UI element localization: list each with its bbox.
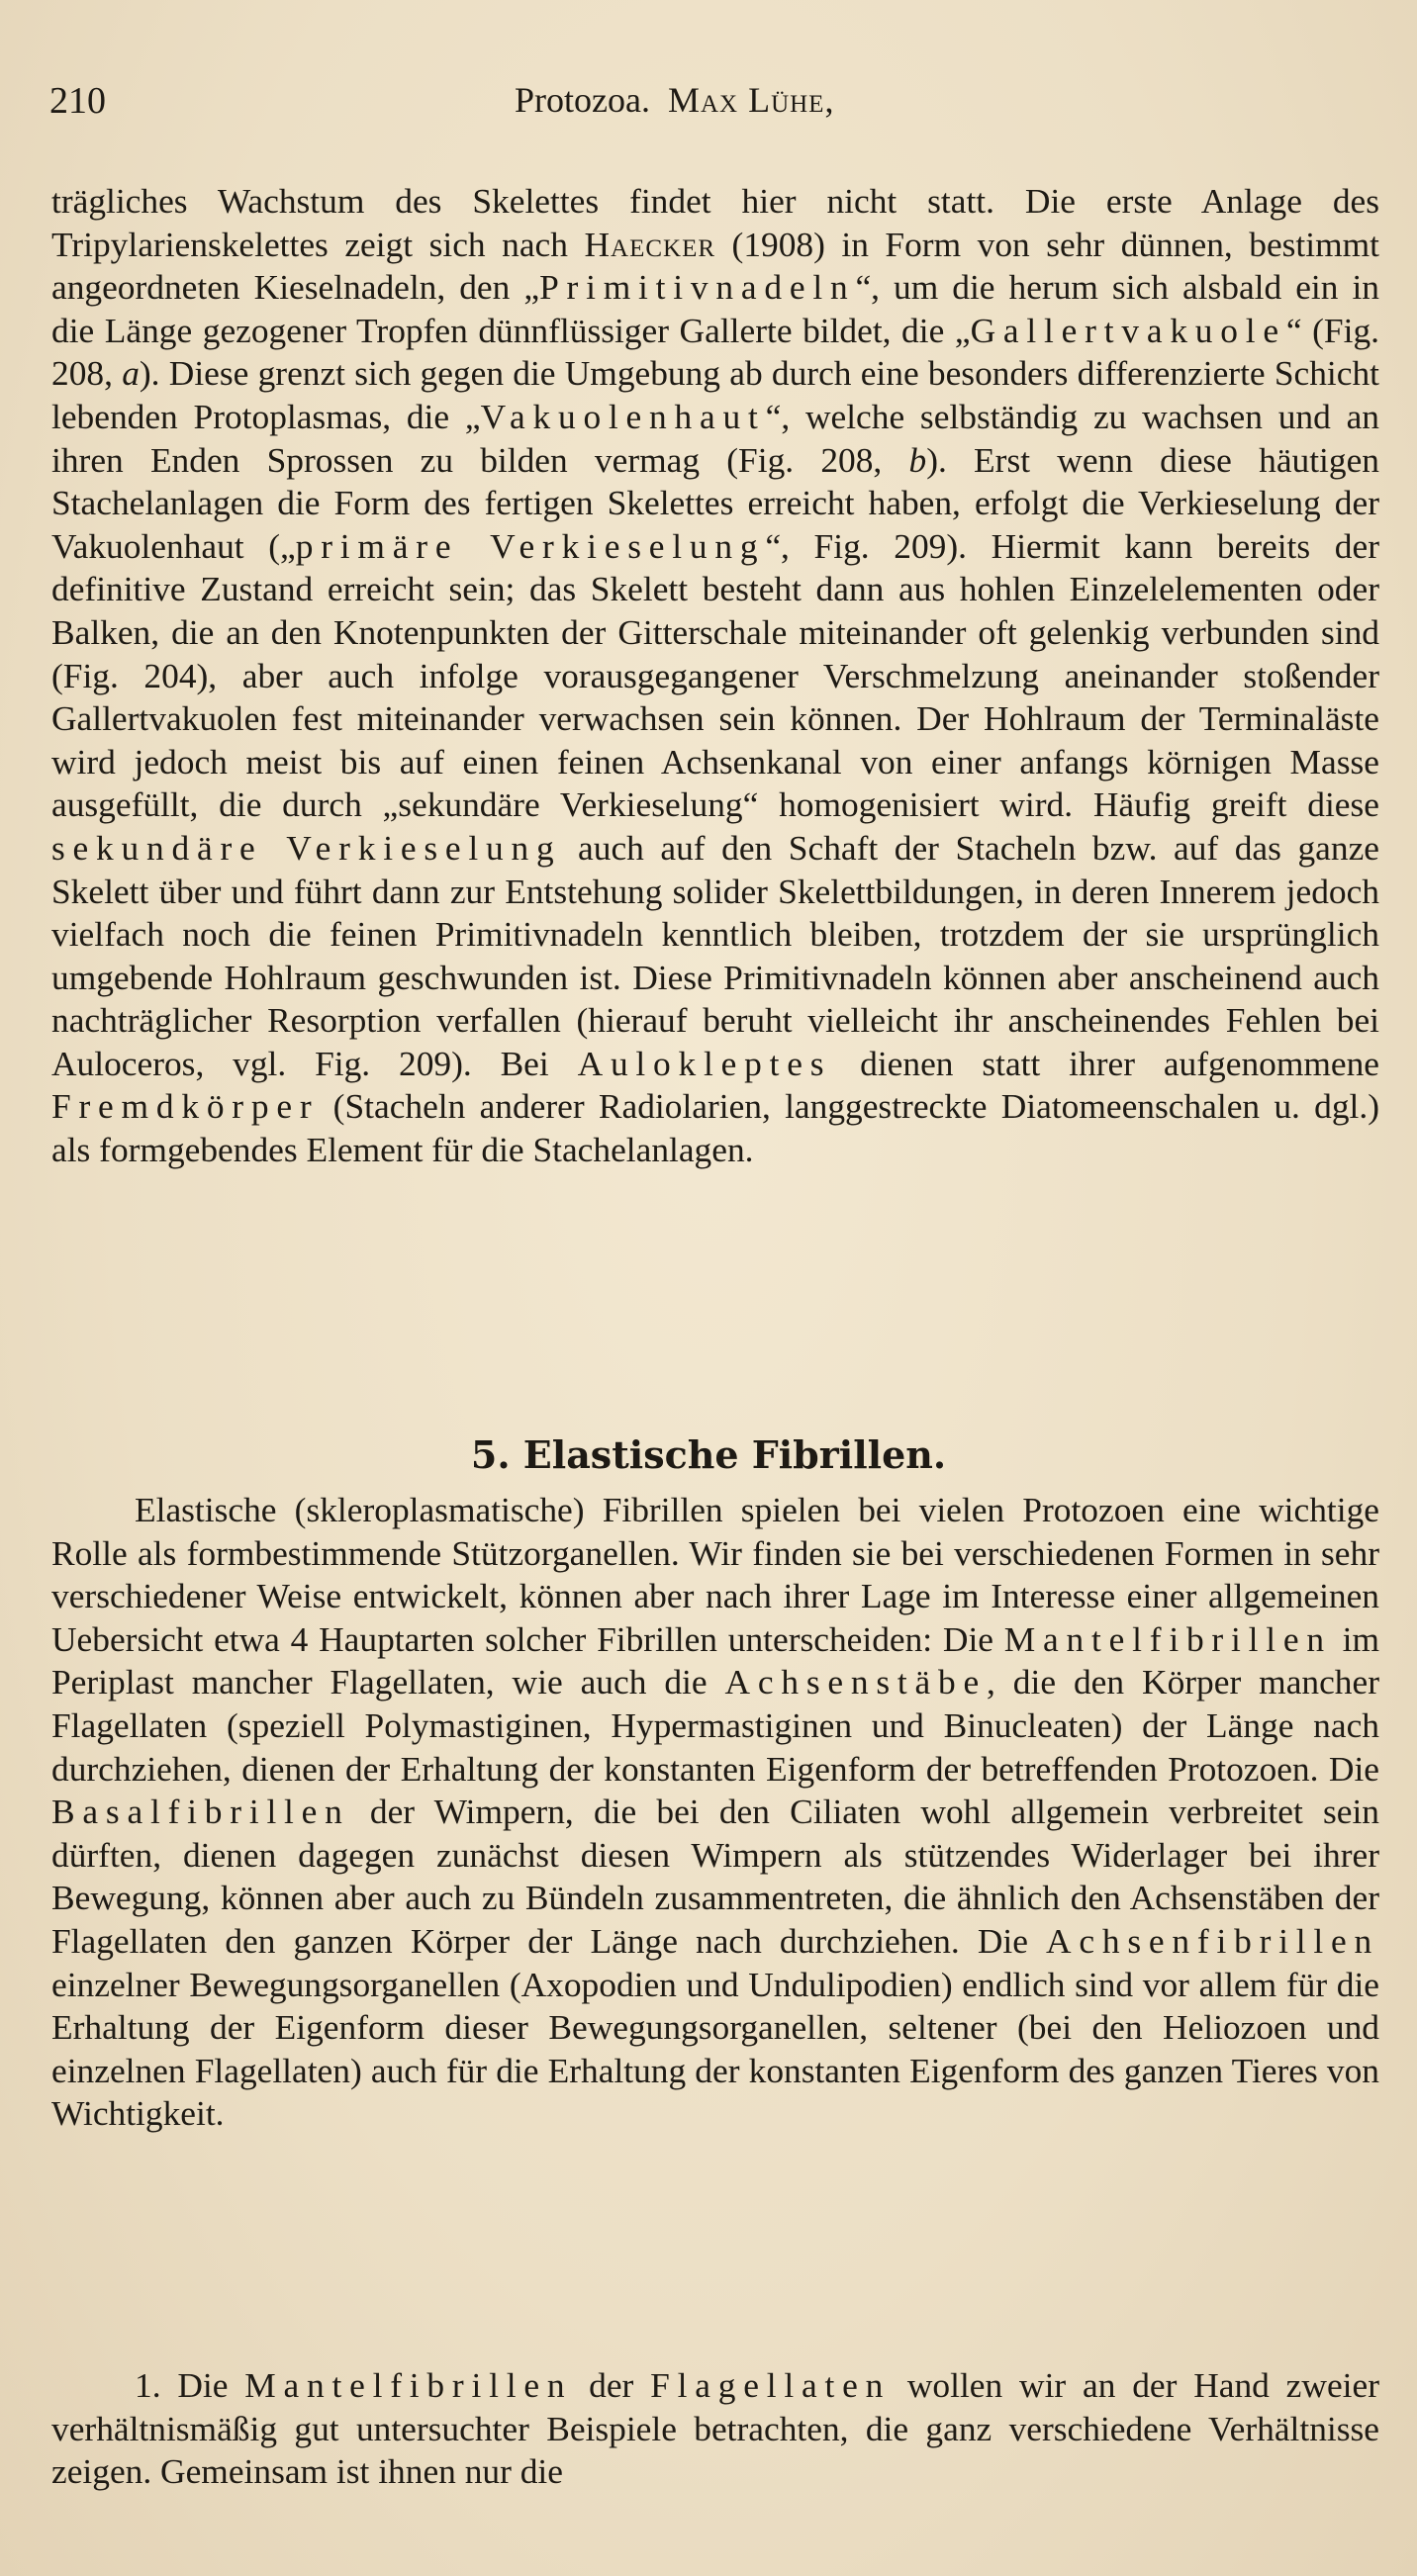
emphasized-term: primäre Verkieselung [295, 525, 766, 566]
text-run: Elastische (skleroplasmatische) Fibrillen spielen bei vielen Protozoen eine wichtige Rolle als formbestimmende Stützorganellen. Wir finden sie bei verschiedenen Formen in sehr verschiedener Weise entwickelt, können aber nach ihrer Lage im Interesse einer allgemeinen Uebersicht etwa 4 Hauptarten solcher Fibrillen unterscheiden: Die [51, 1490, 1379, 1659]
text-run: trägliches Wachstum des Skelettes findet hier nicht statt. Die erste Anlage des Tripylarienskelettes zeigt sich nach [51, 181, 1379, 264]
emphasized-term: Basalfibrillen [51, 1792, 350, 1832]
text-run: “, Fig. 209). Hiermit kann bereits der definitive Zustand erreicht sein; das Skelett besteht dann aus hohlen Einzelelementen oder Balken, die an den Knotenpunkten der Gitterschale miteinander oft gelenkig verbunden sind (Fig. 204), aber auch infolge vorausgegangener Verschmelzung aneinander stoßender Gallertvakuolen fest miteinander verwachsen sein können. Der Hohlraum der Terminaläste wird jedoch meist bis auf einen feinen Achsenkanal von einer anfangs körnigen Masse ausgefüllt, die durch „sekundäre Verkieselung“ homogenisiert wird. Häufig greift diese [51, 525, 1379, 825]
text-run: , die den Körper mancher Flagellaten (speziell Polymastiginen, Hypermastiginen und Binucleaten) der Länge nach durchziehen, dienen der Erhaltung der konstanten Eigenform der betreffenden Protozoen. Die [51, 1662, 1379, 1789]
text-run: ). Erst wenn diese häutigen Stachelanlagen die Form des fertigen Skelettes erreicht haben, erfolgt die Verkieselung der Vakuolenhaut („ [51, 439, 1379, 566]
text-run: 1. Die [135, 2365, 245, 2405]
text-run: “, um die herum sich alsbald ein in die Länge gezogener Tropfen dünnflüssiger Gallerte bildet, die „ [51, 267, 1379, 350]
emphasized-term: Fremdkörper [51, 1086, 320, 1127]
emphasized-term: sekundäre Verkieselung [51, 827, 562, 868]
emphasized-term: Primitivnadeln [539, 267, 856, 308]
emphasized-term: Gallertvakuole [970, 310, 1286, 350]
text-run: dienen statt ihrer aufgenommene [831, 1043, 1379, 1083]
text-run: ). Diese grenzt sich gegen die Umgebung ab durch eine besonders differenzierte Schicht lebenden Protoplasmas, die „ [51, 353, 1380, 436]
running-title: Protozoa. [515, 80, 650, 120]
emphasized-term: Mantelfibrillen [1003, 1618, 1332, 1659]
emphasized-term: Achsenfibrillen [1046, 1920, 1379, 1961]
emphasized-term: Achsenstäbe [724, 1662, 988, 1702]
figure-ref-letter: a [122, 353, 140, 394]
paragraph [51, 2364, 1379, 2494]
emphasized-term: Vakuolenhaut [480, 396, 766, 436]
page-number: 210 [49, 80, 106, 122]
emphasized-term: Flagellaten [650, 2365, 892, 2405]
emphasized-term: Aulokleptes [577, 1043, 832, 1083]
figure-ref-letter: b [908, 439, 927, 480]
text-run: “ (Fig. 208, [51, 310, 1379, 394]
paragraph-skeleton-growth [51, 180, 1379, 1172]
running-head [515, 79, 834, 121]
paragraph-elastic-fibrils [51, 1489, 1379, 2136]
paragraph [51, 180, 1379, 1172]
text-run: (1908) in Form von sehr dünnen, bestimmt angeordneten Kieselnadeln, den „ [51, 224, 1379, 308]
text-run: einzelner Bewegungsorganellen (Axopodien und Undulipodien) endlich sind vor allem für die Erhaltung der Eigenform dieser Bewegungsorganellen, seltener (bei den Heliozoen und einzelnen Flagellaten) auch für die Erhaltung der konstanten Eigenform des ganzen Tieres von Wichtigkeit. [51, 1964, 1379, 2134]
text-run: auch auf den Schaft der Stacheln bzw. auf das ganze Skelett über und führt dann zur Entstehung solider Skelettbildungen, in deren Innerem jedoch vielfach noch die feinen Primitivnadeln kenntlich bleiben, trotzdem der sie ursprünglich umgebende Hohlraum geschwunden ist. Diese Primitivnadeln können aber anscheinend auch nachträglicher Resorption verfallen (hierauf beruht vielleicht ihr anscheinendes Fehlen bei Auloceros, vgl. Fig. 209). Bei [51, 827, 1379, 1083]
paragraph [51, 1489, 1379, 2136]
emphasized-term: Mantelfibrillen [244, 2365, 573, 2405]
text-run: (Stacheln anderer Radiolarien, langgestreckte Diatomeenschalen u. dgl.) als formgebendes Element für die Stachelanlagen. [51, 1086, 1379, 1170]
text-run: im Periplast mancher Flagellaten, wie auch die [51, 1618, 1379, 1702]
author-name: Haecker [584, 224, 716, 264]
text-run: “, welche selbständig zu wachsen und an ihren Enden Sprossen zu bilden vermag (Fig. 208, [51, 396, 1379, 480]
text-run: der [572, 2365, 651, 2405]
text-run: wollen wir an der Hand zweier verhältnismäßig gut untersuchter Beispiele betrachten, die ganz verschiedene Verhältnisse zeigen. Gemeinsam ist ihnen nur die [51, 2365, 1379, 2492]
text-run: der Wimpern, die bei den Ciliaten wohl allgemein verbreitet sein dürften, dienen dagegen zunächst diesen Wimpern als stützendes Widerlager bei ihrer Bewegung, können aber auch zu Bündeln zusammentreten, die ähnlich den Achsenstäben der Flagellaten den ganzen Körper der Länge nach durchziehen. Die [51, 1792, 1379, 1961]
running-author: Max Lühe, [667, 80, 835, 120]
page-header [49, 79, 1377, 138]
paragraph-mantle-fibrils [51, 2364, 1379, 2494]
section-heading: 5. Elastische Fibrillen. [470, 1432, 947, 1477]
